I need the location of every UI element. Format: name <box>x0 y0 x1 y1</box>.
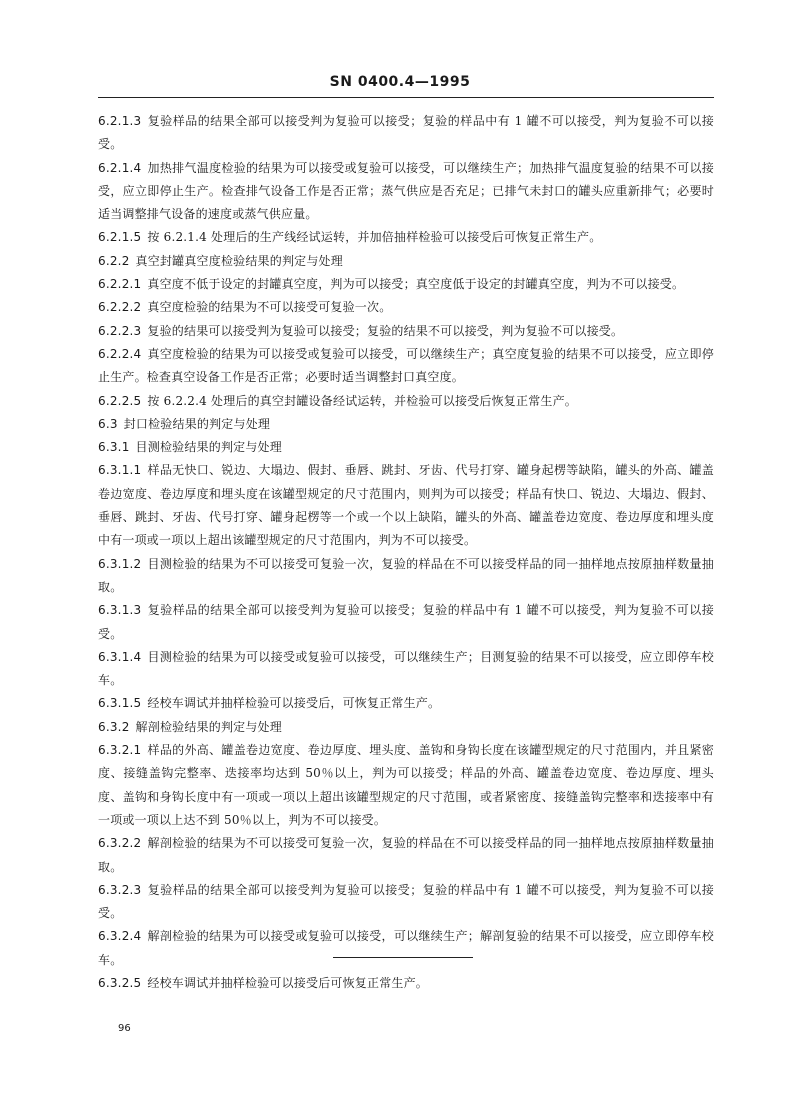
clause-number: 6.3.2.4 <box>98 929 142 944</box>
clause-paragraph <box>98 646 714 693</box>
clause-number: 6.2.2.2 <box>98 300 142 315</box>
clause-number: 6.3.1.4 <box>98 649 142 664</box>
clause-number: 6.3.1.3 <box>98 603 142 618</box>
clause-number: 6.2.2 <box>98 253 130 268</box>
clause-paragraph <box>98 553 714 600</box>
clause-paragraph <box>98 972 714 995</box>
clause-text: 加热排气温度检验的结果为可以接受或复验可以接受，可以继续生产；加热排气温度复验的结果不可以接受，应立即停止生产。检查排气设备工作是否正常；蒸气供应是否充足；已排气未封口的罐头应重新排气；必要时适当调整排气设备的速度或蒸气供应量。 <box>98 160 714 222</box>
clause-number: 6.3.2 <box>98 719 130 734</box>
clause-text: 封口检验结果的判定与处理 <box>123 416 271 431</box>
clause-number: 6.2.1.4 <box>98 160 142 175</box>
clause-paragraph <box>98 226 714 249</box>
clause-paragraph <box>98 157 714 227</box>
clause-text: 解剖检验的结果为不可以接受可复验一次，复验的样品在不可以接受样品的同一抽样地点按原抽样数量抽取。 <box>98 836 714 874</box>
clause-number: 6.3.2.5 <box>98 975 142 990</box>
clause-text: 目测检验的结果为可以接受或复验可以接受，可以继续生产；目测复验的结果不可以接受，应立即停车校车。 <box>98 649 714 688</box>
clause-paragraph <box>98 296 714 319</box>
clause-number: 6.2.2.4 <box>98 346 142 361</box>
clause-paragraph <box>98 716 714 739</box>
document-body <box>98 110 714 995</box>
clause-text: 真空度不低于设定的封罐真空度，判为可以接受；真空度低于设定的封罐真空度，判为不可以接受。 <box>147 277 685 292</box>
clause-number: 6.2.2.5 <box>98 393 142 408</box>
end-divider <box>333 957 473 958</box>
clause-paragraph <box>98 436 714 459</box>
clause-text: 目测检验的结果为不可以接受可复验一次，复验的样品在不可以接受样品的同一抽样地点按原抽样数量抽取。 <box>98 556 714 594</box>
clause-text: 复验的结果可以接受判为复验可以接受；复验的结果不可以接受，判为复验不可以接受。 <box>147 323 624 338</box>
clause-paragraph <box>98 739 714 832</box>
clause-number: 6.3.1 <box>98 440 130 455</box>
clause-number: 6.2.2.1 <box>98 277 142 292</box>
clause-number: 6.3.2.2 <box>98 836 142 851</box>
clause-text: 样品的外高、罐盖卷边宽度、卷边厚度、埋头度、盖钩和身钩长度在该罐型规定的尺寸范围内，并且紧密度、接缝盖钩完整率、迭接率均达到 50％以上，判为可以接受；样品的外高、罐盖卷边宽度、卷边厚度、埋头度、盖钩和身钩长度中有一项或一项以上超出该罐型规定的尺寸范围，或者紧密度、接缝盖钩完整率和迭接率中有一项或一项以上达不到 50％以上，判为不可以接受。 <box>98 743 714 827</box>
standard-code-header: SN 0400.4—1995 <box>329 74 471 90</box>
clause-text: 目测检验结果的判定与处理 <box>135 440 282 455</box>
clause-text: 解剖检验结果的判定与处理 <box>135 719 282 734</box>
clause-paragraph <box>98 832 714 879</box>
clause-paragraph <box>98 343 714 390</box>
clause-paragraph <box>98 390 714 413</box>
clause-text: 复验样品的结果全部可以接受判为复验可以接受；复验的样品中有 1 罐不可以接受，判为复验不可以接受。 <box>98 114 714 152</box>
clause-number: 6.3.2.1 <box>98 743 142 758</box>
clause-paragraph <box>98 925 714 972</box>
clause-text: 真空度检验的结果为不可以接受可复验一次。 <box>147 300 392 315</box>
clause-text: 按 6.2.2.4 处理后的真空封罐设备经试运转，并检验可以接受后恢复正常生产。 <box>147 393 578 408</box>
clause-paragraph <box>98 413 714 436</box>
clause-text: 复验样品的结果全部可以接受判为复验可以接受；复验的样品中有 1 罐不可以接受，判为复验不可以接受。 <box>98 603 714 641</box>
clause-text: 按 6.2.1.4 处理后的生产线经试运转，并加倍抽样检验可以接受后可恢复正常生产。 <box>147 230 602 245</box>
clause-text: 经校车调试并抽样检验可以接受后，可恢复正常生产。 <box>147 696 441 711</box>
clause-number: 6.3.1.5 <box>98 696 142 711</box>
clause-number: 6.3 <box>98 416 118 431</box>
clause-number: 6.3.2.3 <box>98 882 142 897</box>
clause-text: 解剖检验的结果为可以接受或复验可以接受，可以继续生产；解剖复验的结果不可以接受，应立即停车校车。 <box>98 929 714 967</box>
clause-number: 6.2.1.3 <box>98 114 142 128</box>
clause-paragraph <box>98 320 714 343</box>
clause-text: 样品无快口、锐边、大塌边、假封、垂唇、跳封、牙齿、代号打穿、罐身起楞等缺陷，罐头的外高、罐盖卷边宽度、卷边厚度和埋头度在该罐型规定的尺寸范围内，则判为可以接受；样品有快口、锐边、大塌边、假封、垂唇、跳封、牙齿、代号打穿、罐身起楞等一个或一个以上缺陷，罐头的外高、罐盖卷边宽度、卷边厚度和埋头度中有一项或一项以上超出该罐型规定的尺寸范围内，判为不可以接受。 <box>98 463 714 548</box>
clause-text: 经校车调试并抽样检验可以接受后可恢复正常生产。 <box>147 975 428 990</box>
clause-text: 真空度检验的结果为可以接受或复验可以接受，可以继续生产；真空度复验的结果不可以接受，应立即停止生产。检查真空设备工作是否正常；必要时适当调整封口真空度。 <box>98 346 714 385</box>
clause-text: 复验样品的结果全部可以接受判为复验可以接受；复验的样品中有 1 罐不可以接受，判为复验不可以接受。 <box>98 882 714 921</box>
clause-paragraph <box>98 273 714 296</box>
clause-text: 真空封罐真空度检验结果的判定与处理 <box>135 253 343 268</box>
header-divider <box>98 97 714 98</box>
clause-number: 6.2.1.5 <box>98 230 142 245</box>
clause-number: 6.3.1.2 <box>98 556 142 571</box>
clause-paragraph <box>98 110 714 157</box>
clause-number: 6.3.1.1 <box>98 463 142 478</box>
page-number: 96 <box>118 1023 131 1034</box>
clause-paragraph <box>98 879 714 926</box>
clause-paragraph <box>98 250 714 273</box>
clause-paragraph <box>98 459 714 552</box>
clause-number: 6.2.2.3 <box>98 323 142 338</box>
clause-paragraph <box>98 692 714 715</box>
clause-paragraph <box>98 599 714 646</box>
